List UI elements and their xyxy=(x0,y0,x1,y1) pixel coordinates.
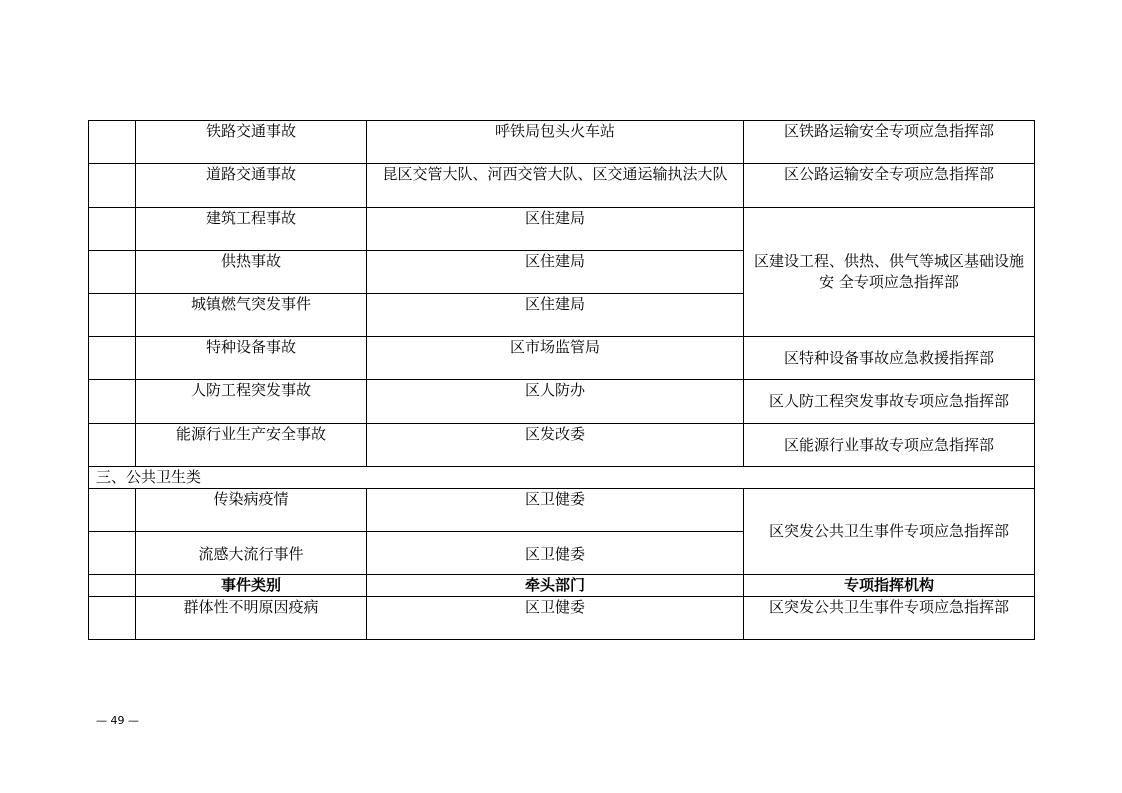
event-cell: 能源行业生产安全事故 xyxy=(136,424,367,467)
dept-cell: 区卫健委 xyxy=(367,532,744,575)
event-cell: 城镇燃气突发事件 xyxy=(136,294,367,337)
event-cell: 特种设备事故 xyxy=(136,337,367,380)
index-cell xyxy=(89,597,136,640)
org-cell-merged: 区建设工程、供热、供气等城区基础设施安 全专项应急指挥部 xyxy=(744,208,1035,337)
event-cell: 建筑工程事故 xyxy=(136,208,367,251)
org-header: 专项指挥机构 xyxy=(744,575,1035,597)
emergency-command-table xyxy=(88,120,1035,640)
index-cell xyxy=(89,424,136,467)
section-title: 三、公共卫生类 xyxy=(89,467,1035,489)
org-cell: 区铁路运输安全专项应急指挥部 xyxy=(744,121,1035,164)
index-cell xyxy=(89,294,136,337)
page-number: — 49 — xyxy=(96,714,139,727)
index-header-cell xyxy=(89,575,136,597)
table-row xyxy=(89,164,1035,208)
table-row xyxy=(89,208,1035,251)
index-cell xyxy=(89,164,136,208)
org-cell: 区公路运输安全专项应急指挥部 xyxy=(744,164,1035,208)
table-row xyxy=(89,337,1035,380)
event-cell: 铁路交通事故 xyxy=(136,121,367,164)
org-cell: 区能源行业事故专项应急指挥部 xyxy=(744,424,1035,467)
org-cell: 区突发公共卫生事件专项应急指挥部 xyxy=(744,597,1035,640)
table-row xyxy=(89,380,1035,424)
index-cell xyxy=(89,251,136,294)
event-cell: 群体性不明原因疫病 xyxy=(136,597,367,640)
index-cell xyxy=(89,121,136,164)
index-cell xyxy=(89,380,136,424)
event-cell: 流感大流行事件 xyxy=(136,532,367,575)
dept-header: 牵头部门 xyxy=(367,575,744,597)
org-cell-merged: 区突发公共卫生事件专项应急指挥部 xyxy=(744,489,1035,575)
index-cell xyxy=(89,337,136,380)
event-cell: 人防工程突发事故 xyxy=(136,380,367,424)
dept-cell: 区卫健委 xyxy=(367,489,744,532)
index-cell xyxy=(89,532,136,575)
dept-cell: 区住建局 xyxy=(367,251,744,294)
event-cell: 供热事故 xyxy=(136,251,367,294)
header-row xyxy=(89,575,1035,597)
org-cell: 区特种设备事故应急救援指挥部 xyxy=(744,337,1035,380)
event-cell: 传染病疫情 xyxy=(136,489,367,532)
event-header: 事件类别 xyxy=(136,575,367,597)
org-cell: 区人防工程突发事故专项应急指挥部 xyxy=(744,380,1035,424)
dept-cell: 区人防办 xyxy=(367,380,744,424)
index-cell xyxy=(89,489,136,532)
dept-cell: 区发改委 xyxy=(367,424,744,467)
table-row xyxy=(89,424,1035,467)
dept-cell: 昆区交管大队、河西交管大队、区交通运输执法大队 xyxy=(367,164,744,208)
dept-cell: 区住建局 xyxy=(367,208,744,251)
table-row xyxy=(89,121,1035,164)
table-row xyxy=(89,597,1035,640)
index-cell xyxy=(89,208,136,251)
table-row xyxy=(89,489,1035,532)
dept-cell: 区市场监管局 xyxy=(367,337,744,380)
dept-cell: 区住建局 xyxy=(367,294,744,337)
section-row xyxy=(89,467,1035,489)
dept-cell: 区卫健委 xyxy=(367,597,744,640)
dept-cell: 呼铁局包头火车站 xyxy=(367,121,744,164)
event-cell: 道路交通事故 xyxy=(136,164,367,208)
